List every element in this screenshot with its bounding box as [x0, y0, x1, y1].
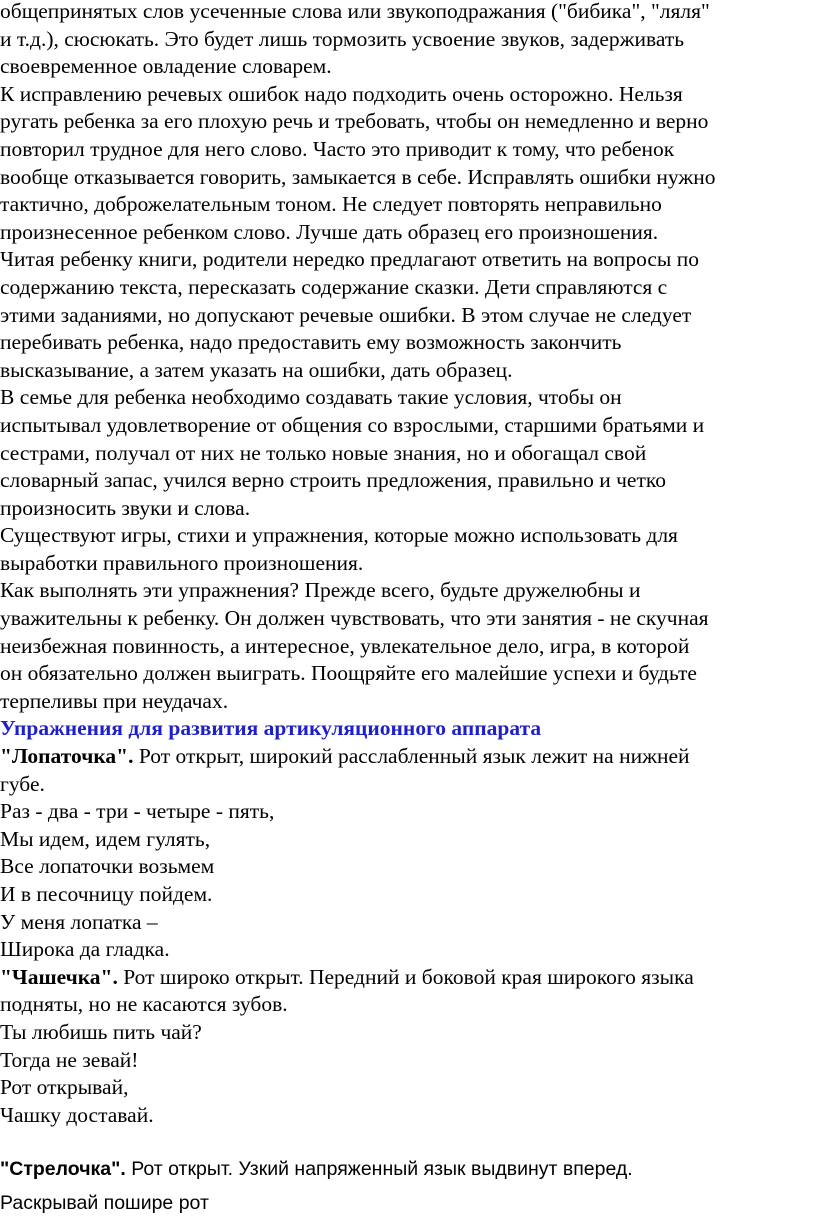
text-line: Читая ребенку книги, родители нередко предлагают ответить на вопросы по	[0, 247, 699, 272]
text-line: уважительны к ребенку. Он должен чувствовать, что эти занятия - не скучная	[0, 606, 709, 631]
text-line: повторил трудное для него слово. Часто это приводит к тому, что ребенок	[0, 136, 675, 161]
exercise-description: Рот открыт. Узкий напряженный язык выдвинут вперед.	[125, 1158, 633, 1180]
exercise-description: Рот открыт, широкий расслабленный язык лежит на нижней	[133, 744, 690, 769]
exercise-chashechka	[0, 964, 816, 992]
exercise-description-cont: подняты, но не касаются зубов.	[0, 992, 288, 1017]
text-line: вообще отказывается говорить, замыкается в себе. Исправлять ошибки нужно	[0, 164, 716, 189]
poem-line: Чашку доставай.	[0, 1102, 154, 1127]
text-line: перебивать ребенка, надо предоставить ему возможность закончить	[0, 330, 622, 355]
text-line: ругать ребенка за его плохую речь и требовать, чтобы он немедленно и верно	[0, 109, 709, 134]
exercise-title: "Чашечка".	[0, 964, 118, 989]
poem-line: Все лопаточки возьмем	[0, 854, 215, 879]
text-line: общепринятых слов усеченные слова или звукоподражания ("бибика", "ляля"	[0, 0, 710, 23]
poem-line: У меня лопатка –	[0, 909, 158, 934]
text-line: словарный запас, учился верно строить предложения, правильно и четко	[0, 468, 666, 493]
section-heading: Упражнения для развития артикуляционного аппарата	[0, 716, 542, 741]
exercise-strelochka-block	[0, 1152, 816, 1220]
exercise-strelochka	[0, 1152, 816, 1186]
text-line: Существуют игры, стихи и упражнения, которые можно использовать для	[0, 523, 678, 548]
text-line: и т.д.), сюсюкать. Это будет лишь тормозить усвоение звуков, задерживать	[0, 26, 685, 51]
exercise-title: "Лопаточка".	[0, 744, 134, 769]
text-line: произнесенное ребенком слово. Лучше дать образец его произношения.	[0, 219, 659, 244]
poem-line: Широка да гладка.	[0, 937, 170, 962]
poem-line: Раз - два - три - четыре - пять,	[0, 799, 275, 824]
text-line: он обязательно должен выиграть. Поощряйте его малейшие успехи и будьте	[0, 661, 697, 686]
text-line: сестрами, получал от них не только новые знания, но и обогащал свой	[0, 440, 647, 465]
poem-line: Рот открывай,	[0, 1075, 129, 1100]
text-line: выработки правильного произношения.	[0, 550, 364, 575]
text-line: В семье для ребенка необходимо создавать такие условия, чтобы он	[0, 385, 622, 410]
text-line: этими заданиями, но допускают речевые ошибки. В этом случае не следует	[0, 302, 692, 327]
text-line: произносить звуки и слова.	[0, 495, 251, 520]
poem-line: Ты любишь пить чай?	[0, 1019, 202, 1044]
poem-line: Мы идем, идем гулять,	[0, 826, 211, 851]
exercise-description: Рот широко открыт. Передний и боковой края широкого языка	[117, 964, 694, 989]
text-line: тактично, доброжелательным тоном. Не следует повторять неправильно	[0, 192, 662, 217]
text-line: неизбежная повинность, а интересное, увлекательное дело, игра, в которой	[0, 633, 690, 658]
text-line: К исправлению речевых ошибок надо подходить очень осторожно. Нельзя	[0, 81, 683, 106]
exercise-lopatochka	[0, 743, 816, 771]
exercise-title: "Стрелочка".	[0, 1158, 126, 1180]
text-line: содержанию текста, пересказать содержание сказки. Дети справляются с	[0, 274, 668, 299]
exercise-description-cont: губе.	[0, 771, 45, 796]
text-line: высказывание, а затем указать на ошибки, дать образец.	[0, 357, 513, 382]
text-line: испытывал удовлетворение от общения со взрослыми, старшими братьями и	[0, 412, 705, 437]
text-line: своевременное овладение словарем.	[0, 54, 332, 79]
text-line: Как выполнять эти упражнения? Прежде всего, будьте дружелюбны и	[0, 578, 641, 603]
text-line: терпеливы при неудачах.	[0, 688, 229, 713]
poem-line: И в песочницу пойдем.	[0, 882, 213, 906]
poem-line: Раскрывай пошире рот	[0, 1192, 209, 1214]
poem-line: Тогда не зевай!	[0, 1047, 139, 1072]
